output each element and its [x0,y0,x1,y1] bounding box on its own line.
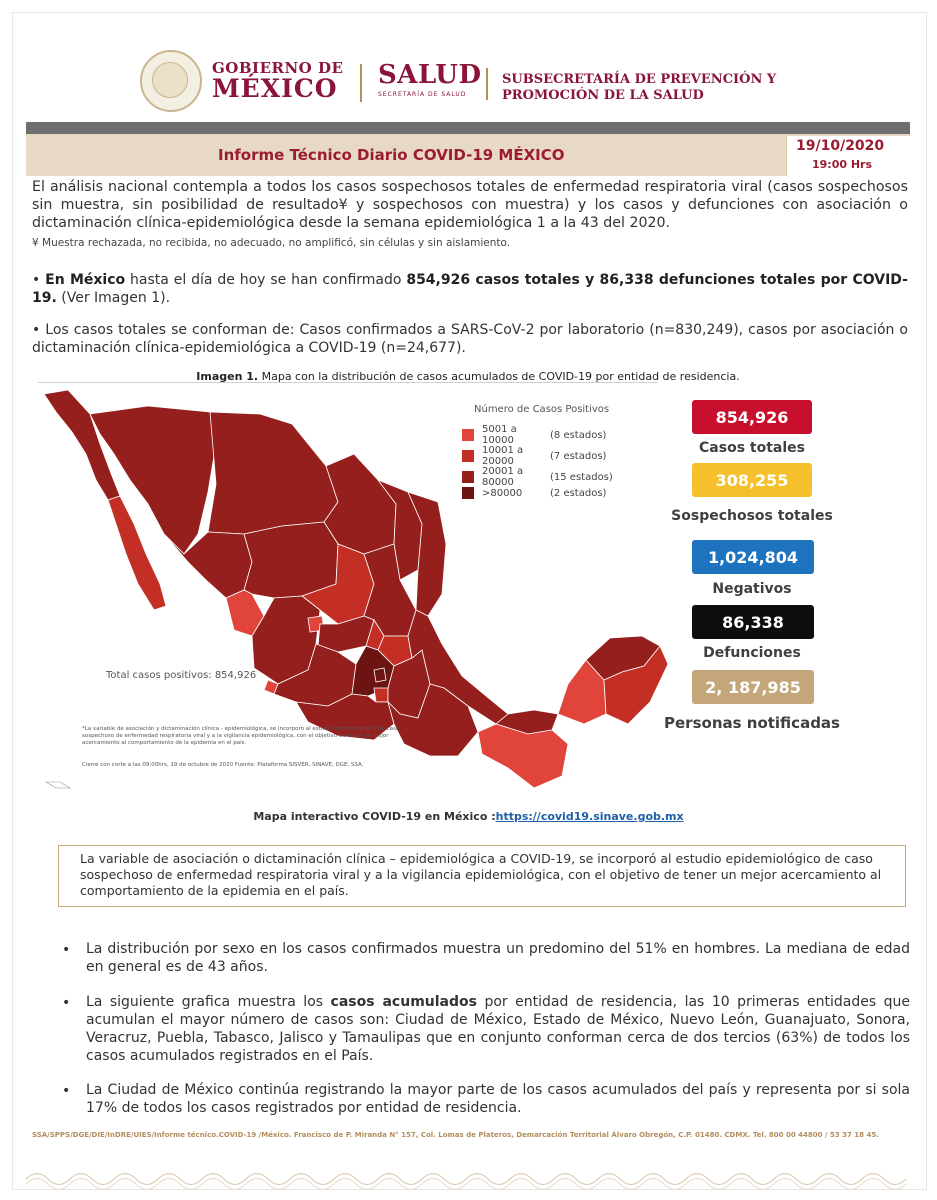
interactive-label: Mapa interactivo COVID-19 en México : [253,810,496,823]
stat-box-casos-totales: 854,926 [692,400,812,434]
compass-icon [46,782,70,788]
legend-count: (2 estados) [550,487,607,499]
legend-swatch [462,429,474,441]
legend-swatch [462,487,474,499]
footer-pattern [26,1168,916,1190]
legend-item [462,466,613,488]
report-title: Informe Técnico Diario COVID-19 MÉXICO [218,146,565,164]
legend-count: (15 estados) [550,471,613,483]
header-divider [486,68,488,100]
header-divider [360,64,362,102]
stat-box-defunciones: 86,338 [692,605,814,639]
bullet-mid: hasta el día de hoy se han confirmado [125,272,407,288]
legend-item [462,487,606,499]
legend-label: 20001 a 80000 [482,466,524,488]
report-time: 19:00 Hrs [812,158,873,171]
paragraph-sex-distribution: La distribución por sexo en los casos confirmados muestra un predomino del 51% en hombres. La mediana de edad en general es de 43 años. [86,941,910,975]
bullet-tail: (Ver Imagen 1). [56,290,171,306]
national-seal-icon [140,50,202,112]
salud-logo [378,62,482,98]
bullet-lead: En México [45,272,126,288]
legend-label: 5001 a 10000 [482,424,517,446]
state-chihuahua [208,412,338,534]
state-morelos [374,688,388,702]
bullet-dot: • [62,1083,71,1099]
p2-b: por entidad de residencia, las 10 primeras entidades que acumulan el mayor número de casos son: Ciudad de México, Estado de México, Nuevo León, Guanajuato, Sonora, Veracruz, Puebla, Tabasco, Jalisco y Tamaulipas que en conjunto conforman cerca de dos tercios (63%) de todos los casos acumulados registrados en el País. [86,994,911,1064]
subsec-line1: SUBSECRETARÍA DE PREVENCIÓN Y [502,72,777,87]
title-top-bar [26,122,910,134]
paragraph-cdmx: La Ciudad de México continúa registrando la mayor parte de los casos acumulados del país y representa por si sola 17% de todos los casos registrados por entidad de residencia. [86,1082,910,1116]
legend-title: Número de Casos Positivos [474,404,610,415]
stat-label-defunciones: Defunciones [703,645,801,661]
footer-address: SSA/SPPS/DGE/DIE/InDRE/UIES/Informe técnico.COVID-19 /México. Francisco de P. Miranda N° 157, Col. Lomas de Plateros, Demarcación Territorial Álvaro Obregón, C.P. 01480. CDMX. Tel. 800 00 44800 / 53 37 18 45. [32,1131,879,1139]
legend-label: >80000 [482,487,523,499]
map-source: Cierre con corte a las 09:00hrs, 19 de octubre de 2020 Fuente: Plataforma SISVER, SINAVE, DGE, SSA. [82,762,364,768]
legend-item [462,424,606,446]
state-durango [244,522,338,598]
p2-a: La siguiente grafica muestra los [86,994,331,1010]
stat-label-notificadas: Personas notificadas [664,714,840,732]
map-footnote: *La variable de asociación y dictaminación clínica - epidemiológica, se incorporó al estudio epidemiológico de caso sospechoso de enfermedad respiratoria viral y a la vigilancia epidemiológica, con el objetivo de tener un mejor acercamiento al comportamiento de la epidemia en el país. [82,726,400,746]
p2-bold: casos acumulados [330,994,477,1010]
legend-item [462,445,606,467]
subsecretaria-title [502,72,776,104]
gob-line1: GOBIERNO DE [212,59,344,77]
legend-count: (8 estados) [550,429,607,441]
stat-box-sospechosos: 308,255 [692,463,812,497]
stat-label-casos-totales: Casos totales [699,440,805,456]
legend-swatch [462,450,474,462]
stat-label-negativos: Negativos [712,581,792,597]
bullet-confirmed: • En México hasta el día de hoy se han confirmado 854,926 casos totales y 86,338 defunciones totales por COVID-19. (Ver Imagen 1). [32,272,908,306]
report-date: 19/10/2020 [796,138,885,154]
salud-subtext: SECRETARÍA DE SALUD [378,91,467,98]
legend-swatch [462,471,474,483]
intro-footnote: ¥ Muestra rechazada, no recibida, no adecuado, no amplificó, sin células y sin aislamiento. [32,237,511,249]
bullet-bold: 854,926 casos totales y 86,338 defunciones totales por COVID-19. [32,272,908,306]
legend-label: 10001 a 20000 [482,445,524,467]
state-chiapas [478,724,568,788]
sinave-link[interactable]: https://covid19.sinave.gob.mx [495,810,684,823]
bullet-composition-text: Los casos totales se conforman de: Casos confirmados a SARS-CoV-2 por laboratorio (n=830,249), casos por asociación o dictaminación clínica-epidemiológica a COVID-19 (n=24,677). [32,322,908,356]
interactive-map-line [0,810,937,823]
note-box-text: La variable de asociación o dictaminación clínica – epidemiológica a COVID-19, se incorporó al estudio epidemiológico de caso sospechoso de enfermedad respiratoria viral y a la vigilancia epidemiológica, con el objetivo de tener un mejor acercamiento al comportamiento de la epidemia en el país. [80,851,882,898]
state-cdmx [374,668,386,682]
caption-rest: Mapa con la distribución de casos acumulados de COVID-19 por entidad de residencia. [258,370,740,383]
bullet-composition: • Los casos totales se conforman de: Casos confirmados a SARS-CoV-2 por laboratorio (n=830,249), casos por asociación o dictaminación clínica-epidemiológica a COVID-19 (n=24,677). [32,322,908,356]
stat-box-notificadas: 2, 187,985 [692,670,814,704]
gob-line2: MÉXICO [212,74,338,103]
stat-label-sospechosos: Sospechosos totales [671,508,833,524]
caption-bold: Imagen 1. [196,370,259,383]
intro-paragraph: El análisis nacional contempla a todos los casos sospechosos totales de enfermedad respiratoria viral (casos sospechosos sin muestra, sin posibilidad de resultado¥ y sospechosos con muestra) y los casos y defunciones con asociación o dictaminación clínica-epidemiológica desde la semana epidemiológica 1 a la 43 del 2020. [32,179,908,231]
paragraph-accumulated [86,993,910,1065]
bullet-dot: • [62,942,71,958]
subsec-line2: PROMOCIÓN DE LA SALUD [502,88,704,103]
bullet-dot: • [62,995,71,1011]
gobierno-logo [140,50,343,112]
salud-text: SALUD [378,60,482,90]
legend-count: (7 estados) [550,450,607,462]
total-positive: Total casos positivos: 854,926 [106,670,257,681]
stat-box-negativos: 1,024,804 [692,540,814,574]
